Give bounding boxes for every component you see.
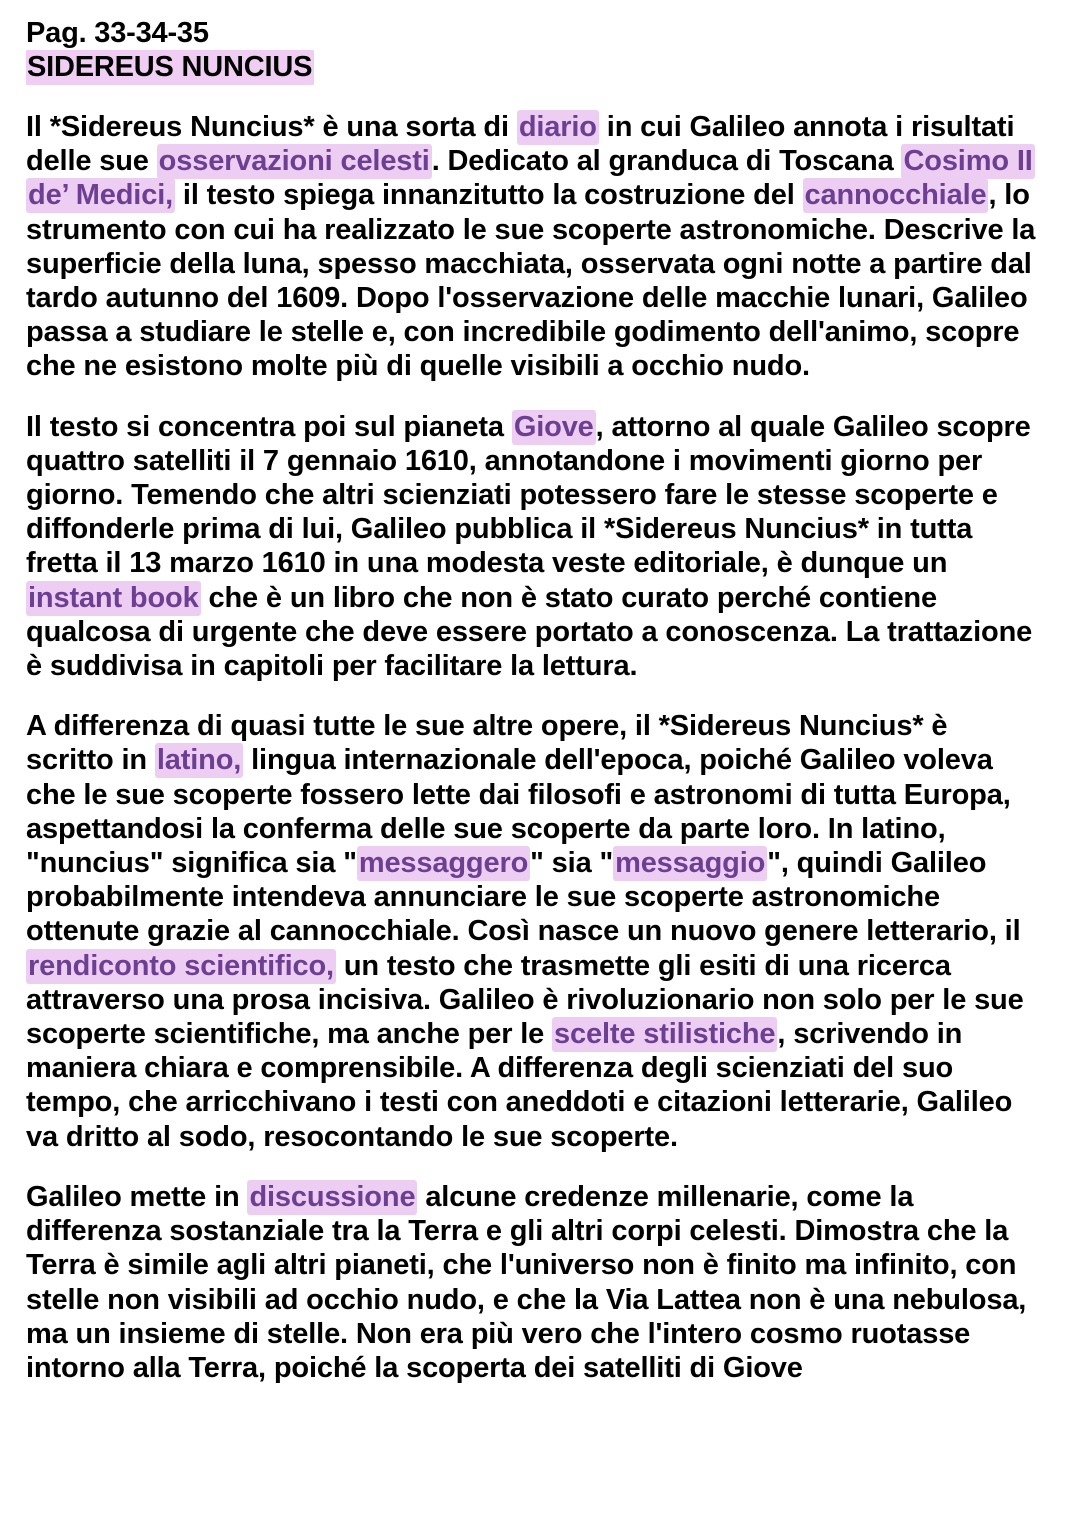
page-title-highlight: SIDEREUS NUNCIUS: [27, 51, 313, 83]
highlighted-text: discussione: [249, 1180, 416, 1213]
highlighted-text: Cosimo II de’ Medici,: [28, 145, 1033, 212]
body-text: Il testo si concentra poi sul pianeta: [26, 410, 512, 443]
highlighted-text: osservazioni celesti: [158, 145, 430, 178]
highlighted-text: scelte stilistiche: [554, 1018, 776, 1051]
body-text: Galileo mette in: [26, 1180, 248, 1213]
body-text: lingua internazionale dell'epoca, poiché Galileo voleva che le sue scoperte fossero lette dai filosofi e astronomi di tutta Europa, aspettandosi la conferma delle sue scoperte da parte loro. In latino, "nuncius" significa sia ": [26, 744, 1011, 880]
highlighted-text: diario: [518, 111, 597, 143]
body-text: . Dedicato al granduca di Toscana: [431, 145, 902, 178]
highlighted-text: messaggio: [615, 847, 766, 880]
paragraph-3: [26, 709, 1040, 1154]
highlighted-text: messaggero: [358, 847, 529, 880]
body-text: un testo che trasmette gli esiti di una ricerca attraverso una prosa incisiva. Galileo è rivoluzionario non solo per le sue scoperte scientifiche, ma anche per le: [26, 949, 1024, 1051]
body-text: che è un libro che non è stato curato perché contiene qualcosa di urgente che deve essere portato a conoscenza. La trattazione è suddivisa in capitoli per facilitare la lettura.: [26, 581, 1033, 683]
body-text: ", quindi Galileo probabilmente intendeva annunciare le sue scoperte astronomiche ottenute grazie al cannocchiale. Così nasce un nuovo genere letterario, il: [26, 847, 1021, 948]
page-title: [26, 50, 1040, 84]
body-text: " sia ": [530, 847, 614, 880]
page-number-label: Pag. 33-34-35: [26, 17, 209, 49]
highlighted-text: latino,: [156, 744, 242, 777]
body-text: Il *Sidereus Nuncius* è una sorta di: [26, 111, 517, 143]
body-text: A differenza di quasi tutte le sue altre opere, il *Sidereus Nuncius* è scritto in: [26, 710, 948, 777]
highlighted-text: Giove: [513, 410, 594, 443]
paragraph-1: [26, 110, 1040, 384]
body-text: , scrivendo in maniera chiara e comprensibile. A differenza degli scienziati del suo tempo, che arricchivano i testi con aneddoti e citazioni letterarie, Galileo va dritto al sodo, resocontando le sue scoperte.: [26, 1018, 1013, 1153]
body-text: , lo strumento con cui ha realizzato le sue scoperte astronomiche. Descrive la superficie della luna, spesso macchiata, osservata ogni notte a partire dal tardo autunno del 1609. Dopo l'osservazione delle macchie lunari, Galileo passa a studiare le stelle e, con incredibile godimento dell'animo, scopre che ne esistono molte più di quelle visibili a occhio nudo.: [26, 179, 1036, 383]
document-heading: [26, 16, 1040, 84]
highlighted-text: cannocchiale: [804, 179, 987, 212]
paragraph-4: [26, 1180, 1040, 1385]
body-text: alcune credenze millenarie, come la differenza sostanziale tra la Terra e gli altri corpi celesti. Dimostra che la Terra è simile agli altri pianeti, che l'universo non è finito ma infinito, con stelle non visibili ad occhio nudo, e che la Via Lattea non è una nebulosa, ma un insieme di stelle. Non era più vero che l'intero cosmo ruotasse intorno alla Terra, poiché la scoperta dei satelliti di Giove: [26, 1180, 1027, 1384]
body-text: , attorno al quale Galileo scopre quattro satelliti il 7 gennaio 1610, annotandone i movimenti giorno per giorno. Temendo che altri scienziati potessero fare le stesse scoperte e diffonderle prima di lui, Galileo pubblica il *Sidereus Nuncius* in tutta fretta il 13 marzo 1610 in una modesta veste editoriale, è dunque un: [26, 410, 1031, 580]
body-text: il testo spiega innanzitutto la costruzione del: [175, 179, 803, 212]
paragraph-2: [26, 410, 1040, 684]
body-text: in cui Galileo annota i risultati delle sue: [26, 111, 1015, 178]
highlighted-text: instant book: [28, 581, 199, 614]
highlighted-text: rendiconto scientifico,: [28, 949, 334, 982]
